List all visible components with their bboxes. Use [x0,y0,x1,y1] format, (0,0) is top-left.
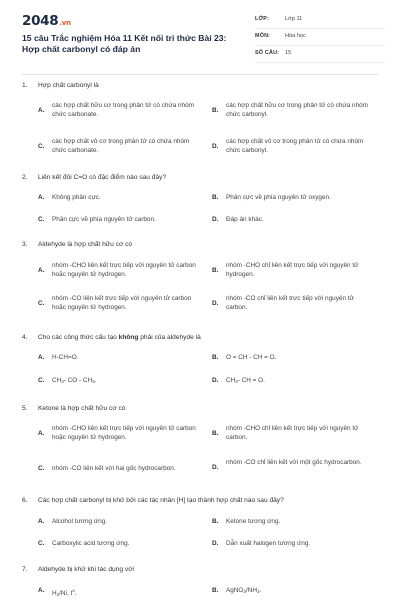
question-stem: 4. Cho các công thức cấu tạo không phải của aldehyde là [22,334,201,341]
question-stem: 5. Ketone là hợp chất hữu cơ có [22,405,126,412]
meta-key: LỚP: [255,16,270,22]
header-divider [22,74,378,75]
meta-row-subject [255,29,385,46]
question-stem: 2. Liên kết đôi C=O có đặc điểm nào sau đây? [22,174,167,181]
site-logo[interactable] [22,13,71,29]
document-meta [255,12,385,63]
emphasis-word: không [118,334,139,341]
meta-row-class [255,12,385,29]
meta-row-count [255,46,385,63]
logo-text: 2048 [22,13,59,29]
meta-value: Hóa học [285,33,306,39]
meta-value: Lớp 11 [285,16,303,22]
logo-suffix: .vn [59,19,71,27]
meta-value: 15 [285,50,292,56]
question-stem: 1. Hợp chất carbonyl là [22,82,99,89]
meta-key: SỐ CÂU: [255,50,280,56]
document-header [0,0,400,72]
question-stem: 6. Các hợp chất carbonyl bị khử bởi các tác nhân [H] tạo thành hợp chất nào sau đây? [22,497,284,504]
document-title: 15 câu Trắc nghiệm Hóa 11 Kết nối tri thức Bài 23: Hợp chất carbonyl có đáp án [22,33,227,54]
meta-key: MÔN: [255,33,271,39]
question-stem: 7. Aldehyde bị khử khi tác dụng với [22,566,134,573]
question-stem: 3. Aldehyde là hợp chất hữu cơ có [22,241,133,248]
